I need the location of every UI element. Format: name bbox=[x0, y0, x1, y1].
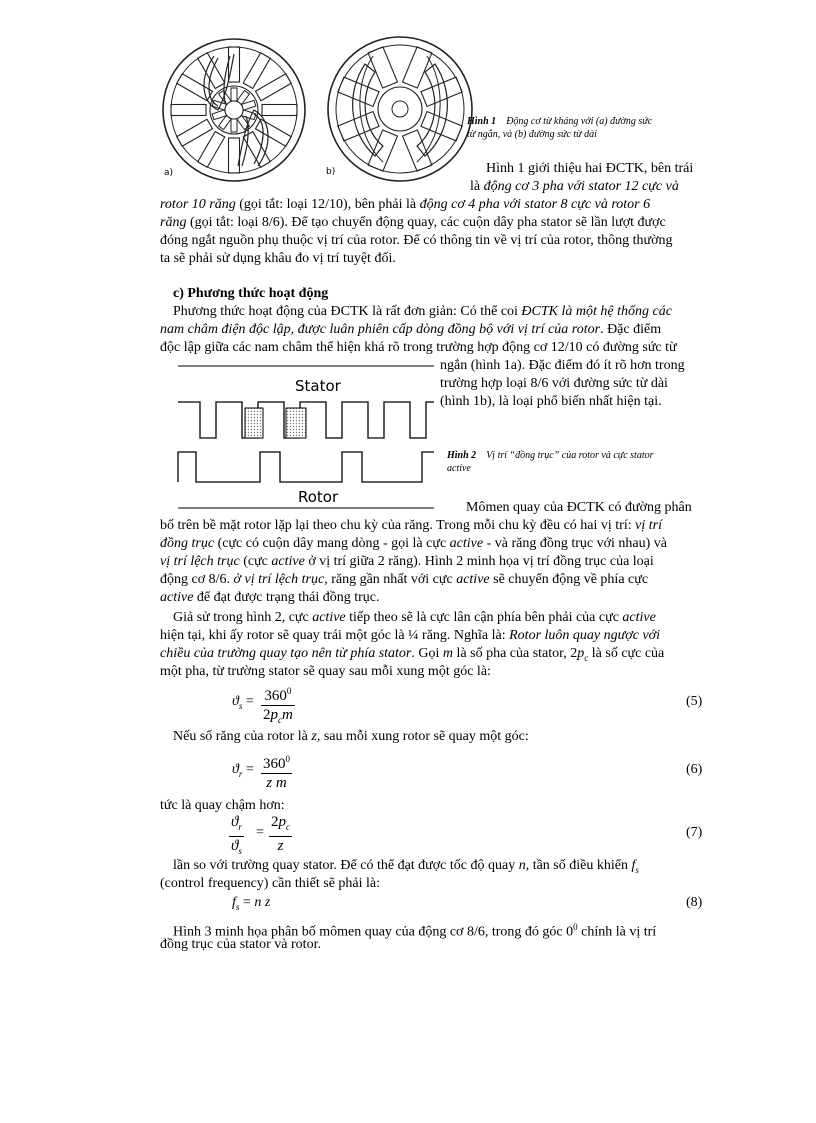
para5-line-1-fs: s bbox=[635, 864, 639, 875]
stator-pole bbox=[403, 130, 432, 171]
stator-pole bbox=[368, 47, 397, 88]
eq5-den-p: p bbox=[270, 707, 278, 723]
figure2-rotor-wave bbox=[178, 452, 434, 482]
section-c-line-1-pre: Phương thức hoạt động của ĐCTK là rất đơn giản: Có thể coi bbox=[173, 304, 522, 319]
para2-line-1-em2: active bbox=[622, 610, 656, 625]
stator-pole bbox=[198, 53, 225, 89]
para3-pre: Nếu số răng của rotor là bbox=[173, 729, 312, 744]
eq7-right-fraction bbox=[269, 813, 292, 855]
para5-line-2: (control frequency) cần thiết sẽ phải là: bbox=[160, 876, 381, 891]
figure1-label-b: b) bbox=[326, 167, 336, 177]
para5-line-1-f: f bbox=[631, 858, 636, 873]
stator-pole bbox=[255, 74, 291, 101]
eq5-number: (5) bbox=[686, 694, 703, 709]
intro-line-4-rest: (gọi tắt: loại 8/6). Để tạo chuyển động quay, các cuộn dây pha stator sẽ lần lượt được bbox=[186, 215, 666, 230]
eq5-fraction bbox=[261, 682, 295, 729]
section-c-line-5: trường hợp loại 8/6 với đường sức từ dài bbox=[440, 376, 668, 391]
eq6-den: z m bbox=[266, 775, 287, 791]
para2-line-3-a: . Gọi bbox=[411, 646, 443, 661]
intro-line-3-em: rotor 10 răng bbox=[160, 197, 236, 212]
intro-line-3-rest: (gọi tắt: loại 12/10), bên phải là bbox=[235, 197, 420, 212]
section-c-line-2-rest: . Đặc điểm bbox=[600, 322, 662, 337]
torque-line-5 bbox=[160, 571, 648, 589]
eq6-num-value: 360 bbox=[263, 756, 286, 772]
figure1-motor-a bbox=[160, 36, 308, 184]
stator-pole bbox=[421, 77, 462, 106]
eq6-lhs: $ϑ_r$ = bbox=[232, 762, 254, 779]
section-c-line-2 bbox=[160, 321, 661, 339]
eq5-num-sup: 0 bbox=[286, 686, 292, 696]
figure2-caption-line1: Vị trí “đồng trục” của rotor và cực stator bbox=[486, 450, 654, 461]
stator-pole bbox=[338, 77, 379, 106]
figure1-caption-number: Hình 1 bbox=[467, 116, 497, 127]
figure2-caption-line2: active bbox=[447, 463, 471, 474]
para5-line-1-n: n bbox=[518, 858, 526, 873]
eq8-f-sub: s bbox=[235, 901, 240, 912]
intro-line-2-em: động cơ 3 pha với stator 12 cực và bbox=[483, 179, 679, 194]
rotor-tooth bbox=[231, 88, 237, 101]
intro-line-2-pre: là bbox=[470, 179, 484, 194]
eq6-num-sup: 0 bbox=[285, 754, 290, 764]
eq7-left-den-theta: ϑ bbox=[231, 838, 239, 854]
eq6-numerator bbox=[261, 750, 292, 773]
figure1-caption-line2: từ ngắn, và (b) đường sức từ dài bbox=[467, 129, 597, 140]
stator-pole bbox=[229, 138, 240, 173]
torque-line-5-a: , răng gần nhất với cực bbox=[324, 572, 457, 587]
eq7-right-num-p: p bbox=[278, 814, 286, 830]
figure2-rotor-label: Rotor bbox=[298, 488, 339, 506]
stator-pole bbox=[177, 119, 213, 146]
stator-pole bbox=[368, 130, 397, 171]
intro-line-1: Hình 1 giới thiệu hai ĐCTK, bên trái bbox=[486, 161, 694, 176]
figure1-motor-b bbox=[325, 34, 475, 184]
eq5-lhs: $ϑ_s$ = bbox=[232, 694, 254, 711]
figure1-caption-line1: Động cơ từ kháng với (a) đường sức bbox=[506, 116, 653, 127]
torque-line-3-a: (cực có cuộn dây mang dòng - gọi là cực bbox=[214, 536, 450, 551]
intro-line-4 bbox=[160, 214, 666, 232]
eq6-fraction bbox=[261, 750, 292, 792]
rotor-tooth bbox=[231, 119, 237, 132]
para2-line-1 bbox=[173, 609, 656, 627]
para2-line-3-c: c bbox=[584, 652, 589, 663]
torque-line-1: Mômen quay của ĐCTK có đường phân bbox=[466, 500, 692, 515]
torque-line-4-em2: active bbox=[271, 554, 305, 569]
torque-line-5-em2: active bbox=[456, 572, 490, 587]
eq5-denominator bbox=[261, 706, 295, 729]
eq7-left-num bbox=[229, 813, 244, 836]
stator-pole bbox=[243, 53, 270, 89]
eq6-theta-sub: r bbox=[238, 768, 243, 779]
eq6-theta: ϑ bbox=[232, 762, 239, 777]
eq6-denominator bbox=[264, 774, 288, 792]
intro-line-6: ta sẽ phải sử dụng khâu đo vị trí tuyệt đối. bbox=[160, 251, 396, 266]
para2-line-3-b: là số pha của stator, 2 bbox=[453, 646, 578, 661]
stator-pole bbox=[177, 74, 213, 101]
torque-line-4-b: ở vị trí giữa 2 răng). Hình 2 minh họa vị trí đồng trục của loại bbox=[304, 554, 654, 569]
eq5-theta: ϑ bbox=[232, 694, 239, 709]
eq7-right-den-z: z bbox=[277, 838, 284, 854]
stator-pole bbox=[198, 131, 225, 167]
para5-line-1-pre: lần so với trường quay stator. Để có thể đạt được tốc độ quay bbox=[173, 858, 519, 873]
eq7-left-fraction bbox=[229, 813, 244, 860]
eq7-equals: = bbox=[256, 825, 264, 840]
figure2-active-pole-1 bbox=[245, 408, 263, 438]
para3 bbox=[173, 728, 529, 746]
para2-line-1-em: active bbox=[312, 610, 346, 625]
para6-line-1-pre: Hình 3 minh họa phân bố mômen quay của động cơ 8/6, trong đó góc 0 bbox=[173, 924, 574, 940]
section-c-line-2-em: nam châm điện độc lập, được luân phiên cấp dòng đồng bộ với vị trí của rotor bbox=[160, 322, 601, 337]
eq7-right-num-a: 2 bbox=[271, 814, 279, 830]
figure2-caption-number: Hình 2 bbox=[447, 450, 477, 461]
para2-line-3-d: là số cực của bbox=[588, 646, 665, 661]
torque-line-2-pre: bố trên bề mặt rotor lặp lại theo chu kỳ của răng. Trong mỗi chu kỳ đều có hai vị trí: bbox=[160, 518, 636, 533]
figure1-caption bbox=[467, 115, 717, 141]
eq5-numerator bbox=[262, 682, 293, 705]
figure2-caption bbox=[447, 449, 717, 475]
eq8-f: f bbox=[232, 895, 236, 910]
eq7-right-num bbox=[269, 813, 292, 836]
intro-line-4-em: răng bbox=[160, 215, 187, 230]
para2-line-2 bbox=[160, 627, 660, 645]
eq5-theta-sub: s bbox=[238, 700, 243, 711]
para2-line-3-m: m bbox=[442, 646, 454, 661]
para4: tức là quay chậm hơn: bbox=[160, 798, 285, 813]
eq5-den-sub: c bbox=[278, 715, 282, 725]
torque-line-6-em: active bbox=[160, 590, 194, 605]
para6-line-1-rest: chính là vị trí bbox=[577, 924, 657, 940]
eq7-left-num-sub: r bbox=[238, 822, 242, 832]
eq8-rhs: n z bbox=[254, 895, 271, 910]
torque-line-6 bbox=[160, 589, 379, 607]
intro-line-2 bbox=[470, 178, 679, 196]
torque-line-6-rest: để đạt được trạng thái đồng trục. bbox=[193, 590, 380, 605]
torque-line-3-b: - và răng đồng trục với nhau) và bbox=[483, 536, 667, 551]
section-c-line-6: (hình 1b), là loại phổ biến nhất hiện tại. bbox=[440, 394, 662, 409]
stator-pole bbox=[403, 47, 432, 88]
eq7-right-den bbox=[276, 837, 286, 855]
para2-line-2-pre: hiện tại, khi ấy rotor sẽ quay trái một góc là ¼ răng. Nghĩa là: bbox=[160, 628, 510, 643]
torque-line-3-em2: active bbox=[449, 536, 484, 551]
intro-line-3 bbox=[160, 196, 650, 214]
stator-pole bbox=[255, 119, 291, 146]
torque-line-2 bbox=[160, 517, 662, 535]
para6-line-1-sup: 0 bbox=[573, 922, 578, 932]
para2-line-1-mid: tiếp theo sẽ là cực lân cận phía bên phải của cực bbox=[345, 610, 623, 625]
stator-pole bbox=[421, 112, 462, 141]
stator-pole bbox=[229, 47, 240, 82]
para2-line-1-pre: Giả sử trong hình 2, cực bbox=[173, 610, 313, 625]
stator-pole bbox=[262, 105, 297, 116]
intro-line-3-em2: động cơ 4 pha với stator 8 cực và rotor 6 bbox=[419, 197, 651, 212]
section-c-line-1 bbox=[173, 303, 672, 321]
para5-line-1-rest: , tần số điều khiển bbox=[525, 858, 632, 873]
eq7-left-den-sub: s bbox=[238, 846, 242, 856]
stator-pole bbox=[338, 112, 379, 141]
torque-line-4-em: vị trí lệch trục bbox=[160, 554, 240, 569]
stator-pole bbox=[171, 105, 206, 116]
torque-line-3-em: đồng trục bbox=[160, 536, 215, 551]
para2-line-2-em: Rotor luôn quay ngược với bbox=[509, 628, 661, 643]
figure2-active-pole-2 bbox=[286, 408, 306, 438]
eq7-left-num-theta: ϑ bbox=[231, 814, 239, 830]
section-c-heading: c) Phương thức hoạt động bbox=[173, 286, 329, 301]
section-c-line-4: ngắn (hình 1a). Đặc điểm đó ít rõ hơn trong bbox=[440, 358, 685, 373]
eq6-number: (6) bbox=[686, 762, 703, 777]
eq5-den-m: m bbox=[282, 707, 293, 723]
torque-line-4 bbox=[160, 553, 654, 571]
torque-line-3 bbox=[160, 535, 667, 553]
eq8-number: (8) bbox=[686, 895, 703, 910]
figure1-label-a: a) bbox=[164, 168, 174, 178]
torque-line-4-a: (cực bbox=[239, 554, 272, 569]
para3-z: z bbox=[311, 729, 317, 744]
eq7-right-num-sub: c bbox=[286, 822, 290, 832]
torque-line-5-b: sẽ chuyển động về phía cực bbox=[489, 572, 649, 587]
para6-line-2: đồng trục của stator và rotor. bbox=[160, 937, 321, 952]
eq7-number: (7) bbox=[686, 825, 703, 840]
torque-line-2-em: vị trí bbox=[635, 518, 662, 533]
figure2-stator-label: Stator bbox=[295, 377, 341, 395]
para2-line-3-p: p bbox=[577, 646, 585, 661]
eq8: $f_s = n$ z bbox=[232, 895, 271, 912]
intro-line-5: đóng ngắt nguồn phụ thuộc vị trí của rotor. Để có thông tin về vị trí của rotor, thông thường bbox=[160, 233, 673, 248]
torque-line-5-em: ở vị trí lệch trục bbox=[233, 572, 325, 587]
eq5-num-value: 360 bbox=[264, 688, 287, 704]
section-c-line-3: độc lập giữa các nam châm thể hiện khá rõ trong trường hợp động cơ 12/10 có đường sức từ bbox=[160, 340, 677, 355]
para2-line-3-em: chiều của trường quay tạo nên từ phía stator bbox=[160, 646, 412, 661]
eq5-den-a: 2 bbox=[263, 707, 271, 723]
torque-line-5-pre: động cơ 8/6. bbox=[160, 572, 234, 587]
para3-rest: , sau mỗi xung rotor sẽ quay một góc: bbox=[316, 729, 529, 744]
section-c-line-1-em: ĐCTK là một hệ thống các bbox=[521, 304, 672, 319]
para2-line-4: một pha, từ trường stator sẽ quay sau mỗi xung một góc là: bbox=[160, 664, 491, 679]
